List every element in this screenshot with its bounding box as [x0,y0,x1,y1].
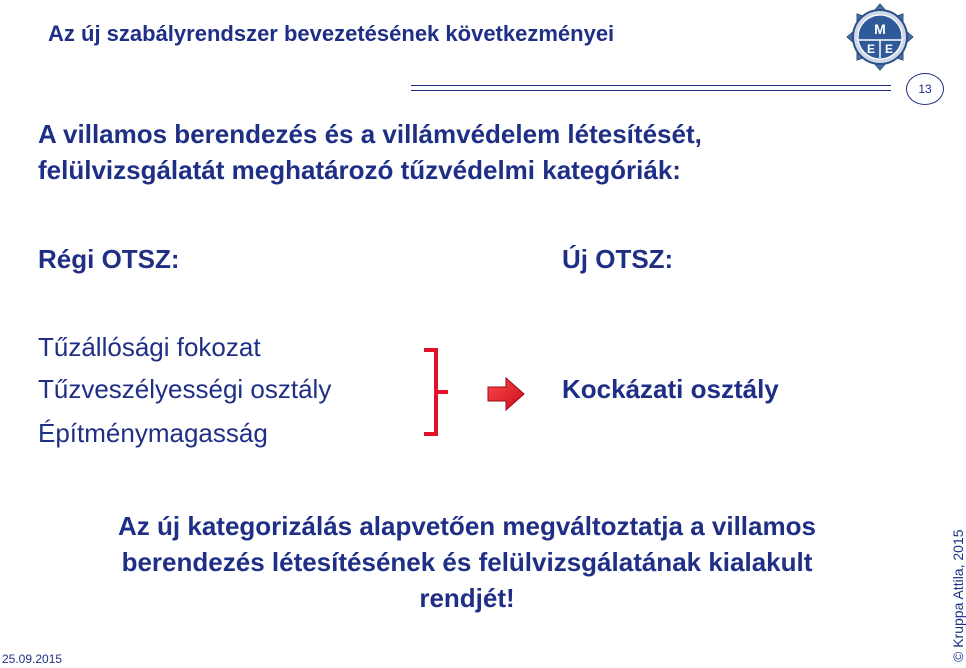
new-otsz-label: Új OTSZ: [562,244,674,274]
page-number: 13 [906,73,944,105]
old-criterion-item: Építménymagasság [38,418,268,448]
right-brace-icon [412,348,452,442]
copyright-notice: © Kruppa Attila, 2015 [950,529,966,662]
conclusion-line: berendezés létesítésének és felülvizsgálatának kialakult [121,547,813,577]
old-criterion-item: Tűzveszélyességi osztály [38,374,332,404]
main-heading [38,116,702,188]
right-arrow-icon [486,376,526,412]
logo-letter-e-right: E [884,42,894,56]
old-criterion-item: Tűzállósági fokozat [38,332,261,362]
main-heading-line: felülvizsgálatát meghatározó tűzvédelmi kategóriák: [38,155,681,185]
page-title: Az új szabályrendszer bevezetésének következményei [48,21,615,46]
header-divider [411,85,891,86]
risk-class-label: Kockázati osztály [562,374,779,404]
old-otsz-label: Régi OTSZ: [38,244,180,274]
conclusion-line: Az új kategorizálás alapvetően megváltoztatja a villamos [118,511,816,541]
header-divider-thin [411,90,891,91]
conclusion-line: rendjét! [419,583,515,613]
footer-date: 25.09.2015 [2,652,63,666]
meee-seal-logo [840,2,920,72]
conclusion-text [40,508,894,616]
logo-letter-m: M [874,21,886,37]
main-heading-line: A villamos berendezés és a villámvédelem létesítését, [38,119,702,149]
logo-letter-e-left: E [866,42,876,56]
